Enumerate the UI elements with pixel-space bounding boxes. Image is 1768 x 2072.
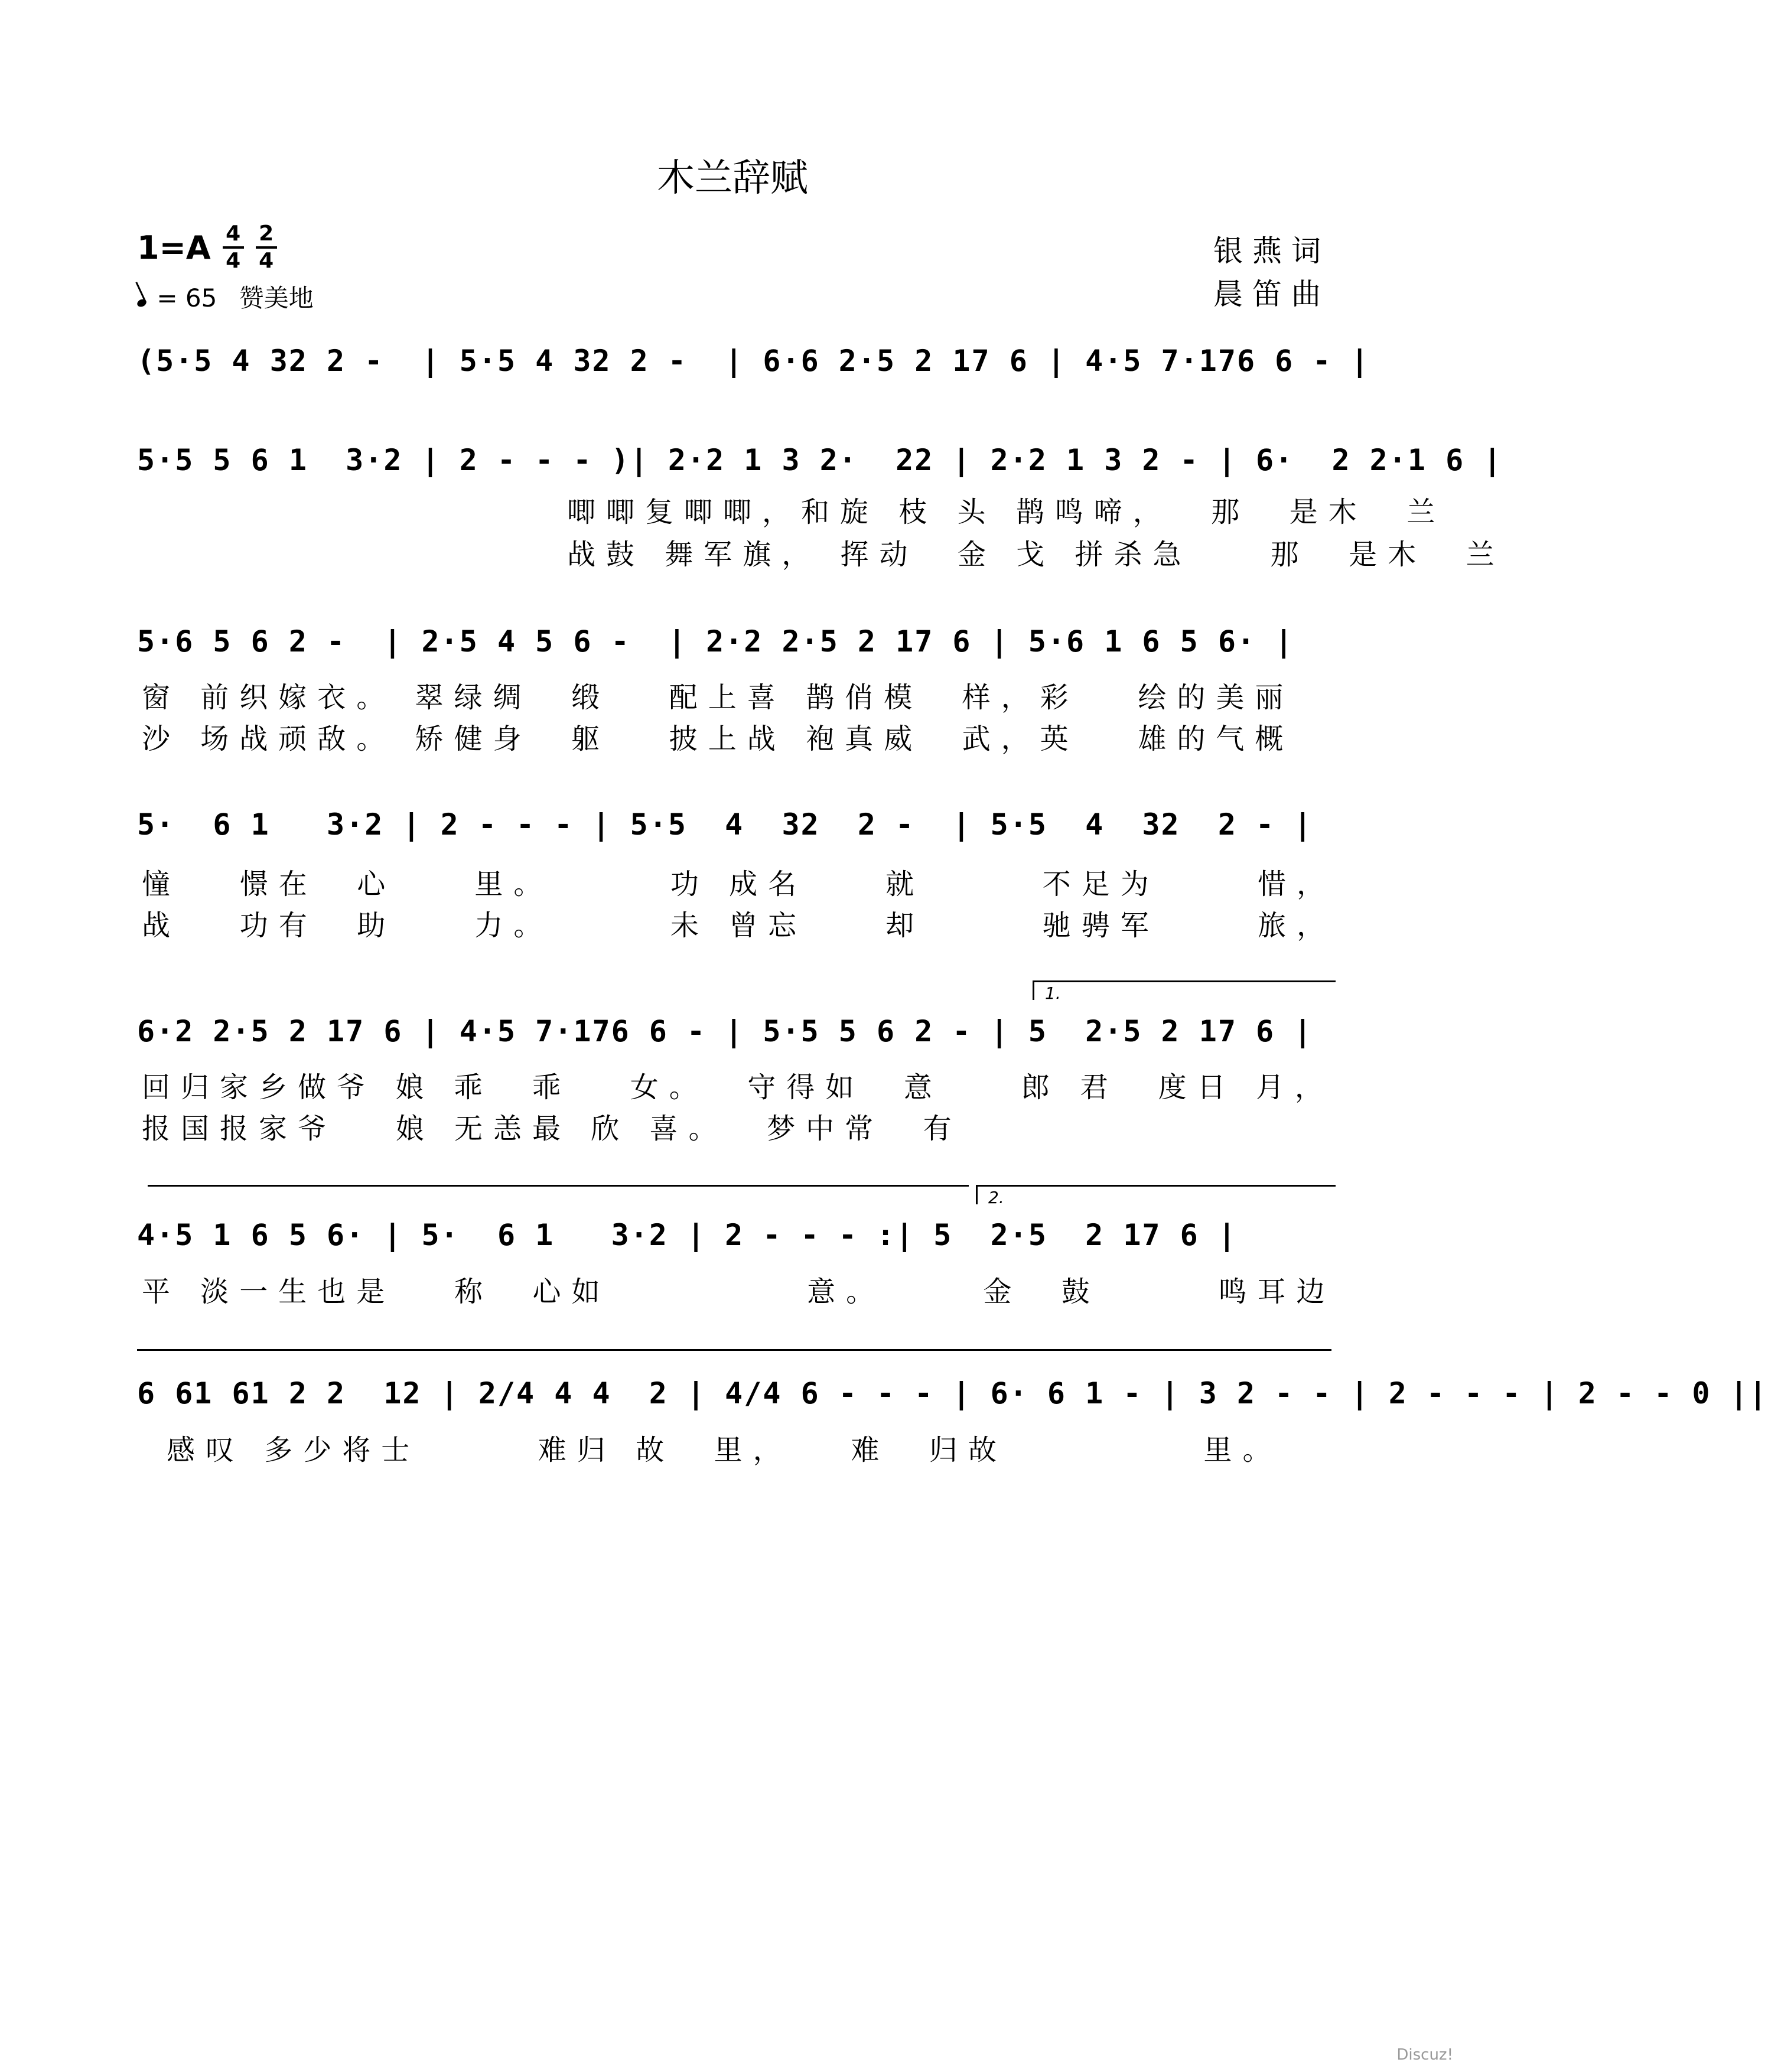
lyric-row-2-line-1: 唧唧复唧唧，和旋 枝 头 鹊鸣啼， 那 是木 兰 [567,496,1446,529]
lyric-row-3-line-2: 沙 场战顽敌。 矫健身 躯 披上战 袍真威 武，英 雄的气概 [142,722,1294,755]
notation-row-3 [137,617,1331,670]
lyric-row-3-line-1: 窗 前织嫁衣。 翠绿绸 缎 配上喜 鹊俏模 样，彩 绘的美丽 [142,681,1294,714]
notation-text: 6·2 2·5 2 17 6 | 4·5 7·176 6 - | 5·5 5 6 2 - | 5 2·5 2 17 6 | [137,1014,1313,1048]
volta-label: 2. [988,1188,1004,1207]
lyric-row-4-line-1: 憧 憬在 心 里。 功 成名 就 不足为 惜， [142,868,1336,901]
volta-bracket-1 [1033,980,1336,1003]
volta-1-continuation-line [148,1185,969,1187]
notation-text: 4·5 1 6 5 6· | 5· 6 1 3·2 | 2 - - - :| 5 2·5 2 17 6 | [137,1218,1237,1252]
volta-label: 1. [1045,983,1061,1003]
notation-row-6 [137,1211,1331,1264]
notation-text: 5·5 5 6 1 3·2 | 2 - - - )| 2·2 1 3 2· 22 | 2·2 1 3 2 - | 6· 2 2·1 6 | [137,443,1503,477]
lyricist-credit: 银燕词 [1213,234,1330,268]
notation-row-1 [137,337,1370,390]
watermark-text: Discuz! [1396,2046,1453,2064]
lyric-row-5-line-2: 报国报家爷 娘 无恙最 欣 喜。 梦中常 有 [142,1112,962,1145]
lyric-row-2-line-2: 战鼓 舞军旗， 挥动 金 戈 拼杀急 那 是木 兰 [567,538,1505,571]
lyric-row-4-line-2: 战 功有 助 力。 未 曾忘 却 驰骋军 旅， [142,909,1336,942]
lyric-row-5-line-1: 回归家乡做爷 娘 乖 乖 女。 守得如 意 郎 君 度日 月， [142,1071,1334,1104]
lyric-row-6-line-1: 平 淡一生也是 称 心如 意。 金 鼓 鸣耳边 [142,1275,1336,1308]
song-title: 木兰辞赋 [657,157,808,200]
volta-2-continuation-line [137,1349,1331,1351]
tempo-value: = 65 [157,284,217,312]
notation-text: 5· 6 1 3·2 | 2 - - - | 5·5 4 32 2 - | 5·5 4 32 2 - | [137,807,1313,842]
notation-row-5 [137,1007,1331,1060]
notation-row-2 [137,436,1503,489]
quarter-note-icon [136,298,148,308]
composer-credit: 晨笛曲 [1213,277,1330,311]
notation-row-7 [137,1369,1768,1422]
lyric-row-7-line-1: 感叹 多少将士 难归 故 里， 难 归故 里。 [167,1434,1282,1467]
notation-row-4 [137,800,1331,853]
key-label: 1=A [137,229,211,266]
tempo-marking [137,279,314,314]
notation-text: (5·5 4 32 2 - | 5·5 4 32 2 - | 6·6 2·5 2 17 6 | 4·5 7·176 6 - | [137,344,1370,378]
time-signature-4-4: $\frac{4}{4}$ [223,223,244,272]
key-signature [137,223,277,272]
volta-bracket-2 [976,1185,1336,1207]
notation-text: 6 61 61 2 2 12 | 2/4 4 4 2 | 4/4 6 - - - | 6· 6 1 - | 3 2 - - | 2 - - - | 2 - - 0 || [137,1376,1768,1410]
expression-text: 赞美地 [239,284,314,312]
time-signature-2-4: $\frac{2}{4}$ [256,223,277,272]
notation-text: 5·6 5 6 2 - | 2·5 4 5 6 - | 2·2 2·5 2 17 6 | 5·6 1 6 5 6· | [137,624,1294,659]
